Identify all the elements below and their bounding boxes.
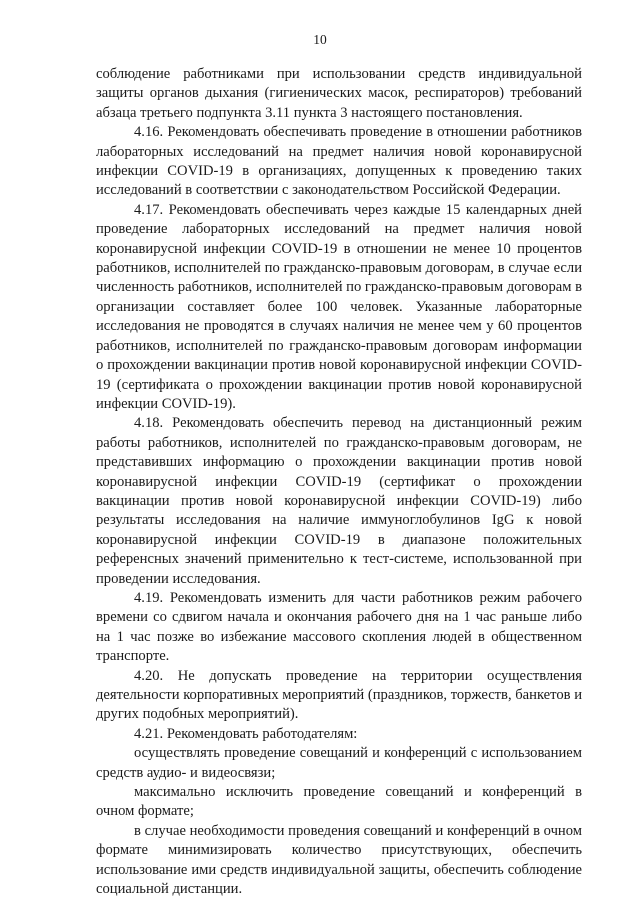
paragraph-4-17: 4.17. Рекомендовать обеспечивать через каждые 15 календарных дней проведение лабораторных исследований на предмет наличия новой коронавирусной инфекции COVID-19 в отношении не менее 10 процентов работников, исполнителей по гражданско-правовым договорам, в случае если численность работников, исполнителей по гражданско-правовым договорам в организации составляет более 100 человек. Указанные лабораторные исследования не проводятся в случаях наличия не менее чем у 60 процентов работников, исполнителей по гражданско-правовым договорам информации о прохождении вакцинации против новой коронавирусной инфекции COVID-19 (сертификата о прохождении вакцинации против новой коронавирусной инфекции COVID-19). xyxy=(96,201,582,412)
paragraph-4-21-item-3: в случае необходимости проведения совещаний и конференций в очном формате минимизировать количество присутствующих, обеспечить использование ими средств индивидуальной защиты, обеспечить соблюдение социальной дистанции. xyxy=(96,822,582,898)
paragraph-continuation: соблюдение работниками при использовании средств индивидуальной защиты органов дыхания (гигиенических масок, респираторов) требований абзаца третьего подпункта 3.11 пункта 3 настоящего постановления. xyxy=(96,66,582,121)
paragraph-4-21-item-1: осуществлять проведение совещаний и конференций с использованием средств аудио- и видеосвязи; xyxy=(96,745,582,781)
paragraph-4-21: 4.21. Рекомендовать работодателям: xyxy=(134,725,358,742)
paragraph-4-18: 4.18. Рекомендовать обеспечить перевод на дистанционный режим работы работников, исполнителей по гражданско-правовым договорам, не представивших информацию о прохождении вакцинации против новой коронавирусной инфекции COVID-19 (сертификат о прохождении вакцинации против новой коронавирусной инфекции COVID-19) либо результаты исследования на наличие иммуноглобулинов IgG к новой коронавирусной инфекции COVID-19 в диапазоне положительных референсных значений применительно к тест-системе, использованной при проведении исследования. xyxy=(96,415,582,587)
page-number: 10 xyxy=(313,32,327,47)
document-body xyxy=(96,65,582,899)
paragraph-4-20: 4.20. Не допускать проведение на территории осуществления деятельности корпоративных мероприятий (праздников, торжеств, банкетов и других подобных мероприятий). xyxy=(96,667,582,723)
paragraph-4-16: 4.16. Рекомендовать обеспечивать проведение в отношении работников лабораторных исследований на предмет наличия новой коронавирусной инфекции COVID-19 в организациях, допущенных к проведению таких исследований в соответствии с законодательством Российской Федерации. xyxy=(96,124,582,199)
paragraph-4-19: 4.19. Рекомендовать изменить для части работников режим рабочего времени со сдвигом начала и окончания рабочего дня на 1 час раньше либо на 1 час позже во избежание массового скопления людей в общественном транспорте. xyxy=(96,589,582,665)
paragraph-4-21-item-2: максимально исключить проведение совещаний и конференций в очном формате; xyxy=(96,784,582,820)
